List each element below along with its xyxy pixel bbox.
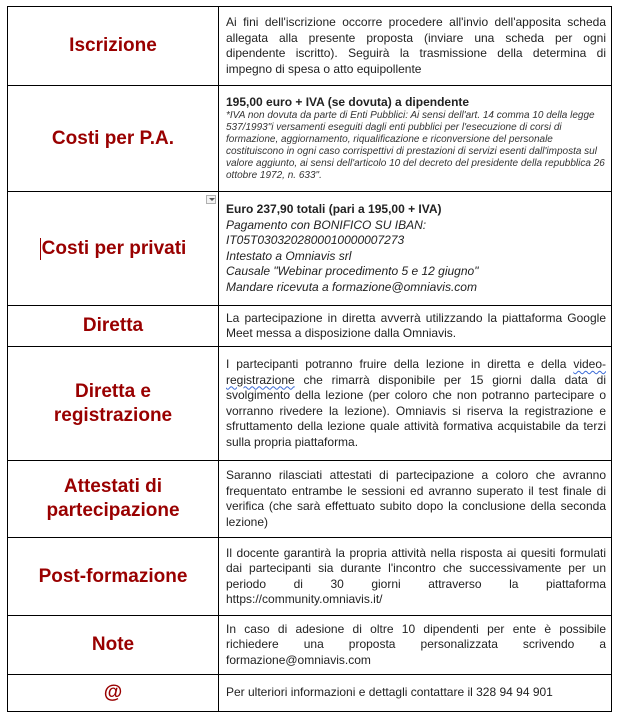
row-label [54, 380, 172, 428]
row-label-cell [8, 461, 219, 538]
table-row [8, 675, 612, 712]
table-row [8, 616, 612, 675]
row-label-cell [8, 192, 219, 306]
table-row [8, 86, 612, 192]
row-content-cell [219, 192, 612, 306]
row-text: che rimarrà disponibile per 15 giorni dalla data di svolgimento della lezione (per coloro che non potranno partecipare o vorranno rivedere la lezione). Omniavis si riserva la registrazione e sfruttamento della lezione quale attività formativa acquistabile da terzi sulla propria piattaforma. [226, 372, 606, 449]
row-content-cell [219, 347, 612, 461]
row-label-line: Diretta e [74, 380, 151, 402]
table-row [8, 192, 612, 306]
spellcheck-word: video-registrazione [226, 357, 606, 387]
payment-line: Pagamento con BONIFICO SU IBAN: [226, 217, 427, 232]
row-content-cell [219, 538, 612, 616]
row-text: Per ulteriori informazioni e dettagli contattare il 328 94 94 901 [226, 685, 553, 700]
table-row [8, 306, 612, 347]
row-label-cell [8, 616, 219, 675]
row-content-cell [219, 306, 612, 347]
receipt-line: Mandare ricevuta a formazione@omniavis.com [226, 279, 477, 294]
table-row [8, 7, 612, 86]
table-row [8, 461, 612, 538]
row-label-cell [8, 347, 219, 461]
table-row [8, 538, 612, 616]
row-text: Saranno rilasciati attestati di partecipazione a coloro che avranno frequentato entrambe le sessioni ed avranno superato il test finale di verifica (che sarà effettuato subito dopo la conclusione della seconda lezione) [226, 468, 606, 529]
text-cursor [40, 238, 41, 260]
row-label: Iscrizione [69, 35, 157, 56]
row-text: Ai fini dell'iscrizione occorre procedere all'invio dell'apposita scheda allegata alla presente proposta (inviare una scheda per ogni dipendente iscritto). Seguirà la trasmissione della determina di impegno di spesa o atto equipollente [226, 15, 606, 76]
row-label-cell [8, 306, 219, 347]
row-text: Il docente garantirà la propria attività nella risposta ai quesiti formulati dai partecipanti sia durante l'incontro che successivamente per un periodo di 30 giorni attraverso la piattaforma https://community.omniavis.it/ [226, 545, 606, 606]
row-label-cell [8, 7, 219, 86]
row-label: Note [91, 634, 135, 655]
row-label: @ [103, 682, 123, 703]
row-label-line: partecipazione [46, 500, 180, 521]
vat-note: *IVA non dovuta da parte di Enti Pubblici: Ai sensi dell'art. 14 comma 10 della legge 537/1993"i versamenti eseguiti dagli enti pubblici per l'esecuzione di corsi di formazione, aggiornamento, riqualificazione e riconversione del personale costituiscono in ogni caso corrispettivi di prestazioni di servizi esenti dall'imposta sul valore aggiunto, ai sensi dell'articolo 10 del decreto del presidente della repubblica 26 ottobre 1972, n. 633". [226, 110, 605, 182]
row-label-cell [8, 86, 219, 192]
row-content-cell [219, 86, 612, 192]
reason-line: Causale "Webinar procedimento 5 e 12 giugno" [226, 264, 479, 278]
row-content-cell [219, 7, 612, 86]
row-label-line: registrazione [53, 404, 173, 426]
info-table [7, 6, 612, 712]
row-label-cell [8, 538, 219, 616]
row-label-line: Attestati di [63, 476, 163, 497]
row-label: Diretta [82, 315, 144, 336]
row-text: I partecipanti potranno fruire della lezione in diretta e della [226, 357, 574, 371]
row-content-cell [219, 616, 612, 675]
iban-line: IT05T0303202800010000007273 [226, 233, 405, 247]
table-dropdown-icon[interactable] [206, 195, 216, 204]
row-label-cell [8, 675, 219, 712]
row-content-cell [219, 675, 612, 712]
row-label [46, 475, 179, 523]
row-label: Costi per P.A. [51, 127, 175, 149]
price-line: Euro 237,90 totali (pari a 195,00 + IVA) [226, 202, 442, 216]
row-label: Post-formazione [38, 565, 188, 587]
table-row [8, 347, 612, 461]
row-text: In caso di adesione di oltre 10 dipendenti per ente è possibile richiedere una proposta personalizzata scrivendo a formazione@omniavis.com [226, 621, 606, 667]
price-line: 195,00 euro + IVA (se dovuta) a dipendente [226, 94, 470, 109]
row-text: La partecipazione in diretta avverrà utilizzando la piattaforma Google Meet messa a disposizione dalla Omniavis. [226, 310, 606, 340]
row-content-cell [219, 461, 612, 538]
recipient-line: Intestato a Omniavis srl [226, 248, 352, 263]
row-label: Costi per privati [41, 237, 187, 259]
